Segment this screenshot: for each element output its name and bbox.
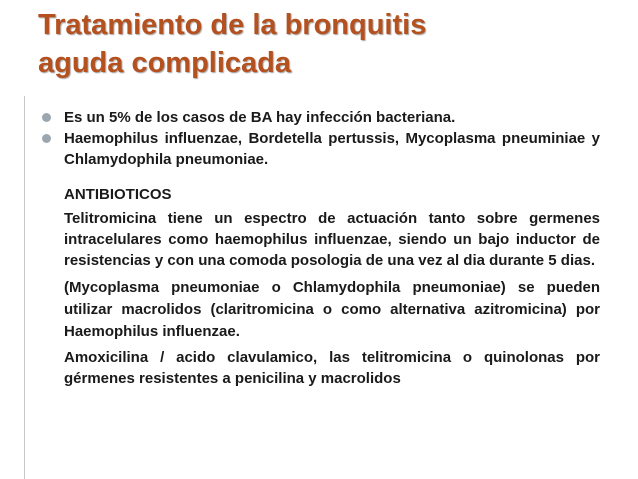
bullet-item — [38, 128, 600, 170]
bullet-text: Haemophilus influenzae, Bordetella pertussis, Mycoplasma pneuminiae y Chlamydophila pneumoniae. — [64, 130, 600, 168]
bullet-text: Es un 5% de los casos de BA hay infección bacteriana. — [64, 109, 456, 126]
bullet-dot-icon — [42, 113, 51, 122]
paragraph: Amoxicilina / acido clavulamico, las telitromicina o quinolonas por gérmenes resistentes a penicilina y macrolidos — [64, 349, 600, 387]
slide-title — [38, 6, 628, 82]
slide-body — [38, 107, 600, 389]
section-heading: ANTIBIOTICOS — [64, 186, 172, 203]
paragraph: Telitromicina tiene un espectro de actuación tanto sobre germenes intracelulares como haemophilus influenzae, siendo un bajo inductor de resistencias y con una comoda posologia de una vez al dia durante 5 dias. — [64, 210, 600, 269]
title-line-1: Tratamiento de la bronquitis — [38, 9, 427, 41]
left-accent-rule — [24, 96, 25, 479]
paragraph: (Mycoplasma pneumoniae o Chlamydophila pneumoniae) se pueden utilizar macrolidos (claritromicina o como alternativa azitromicina) por Haemophilus influenzae. — [64, 279, 600, 340]
bullet-item — [38, 107, 600, 128]
bullet-dot-icon — [42, 134, 51, 143]
title-line-2: aguda complicada — [38, 47, 292, 79]
